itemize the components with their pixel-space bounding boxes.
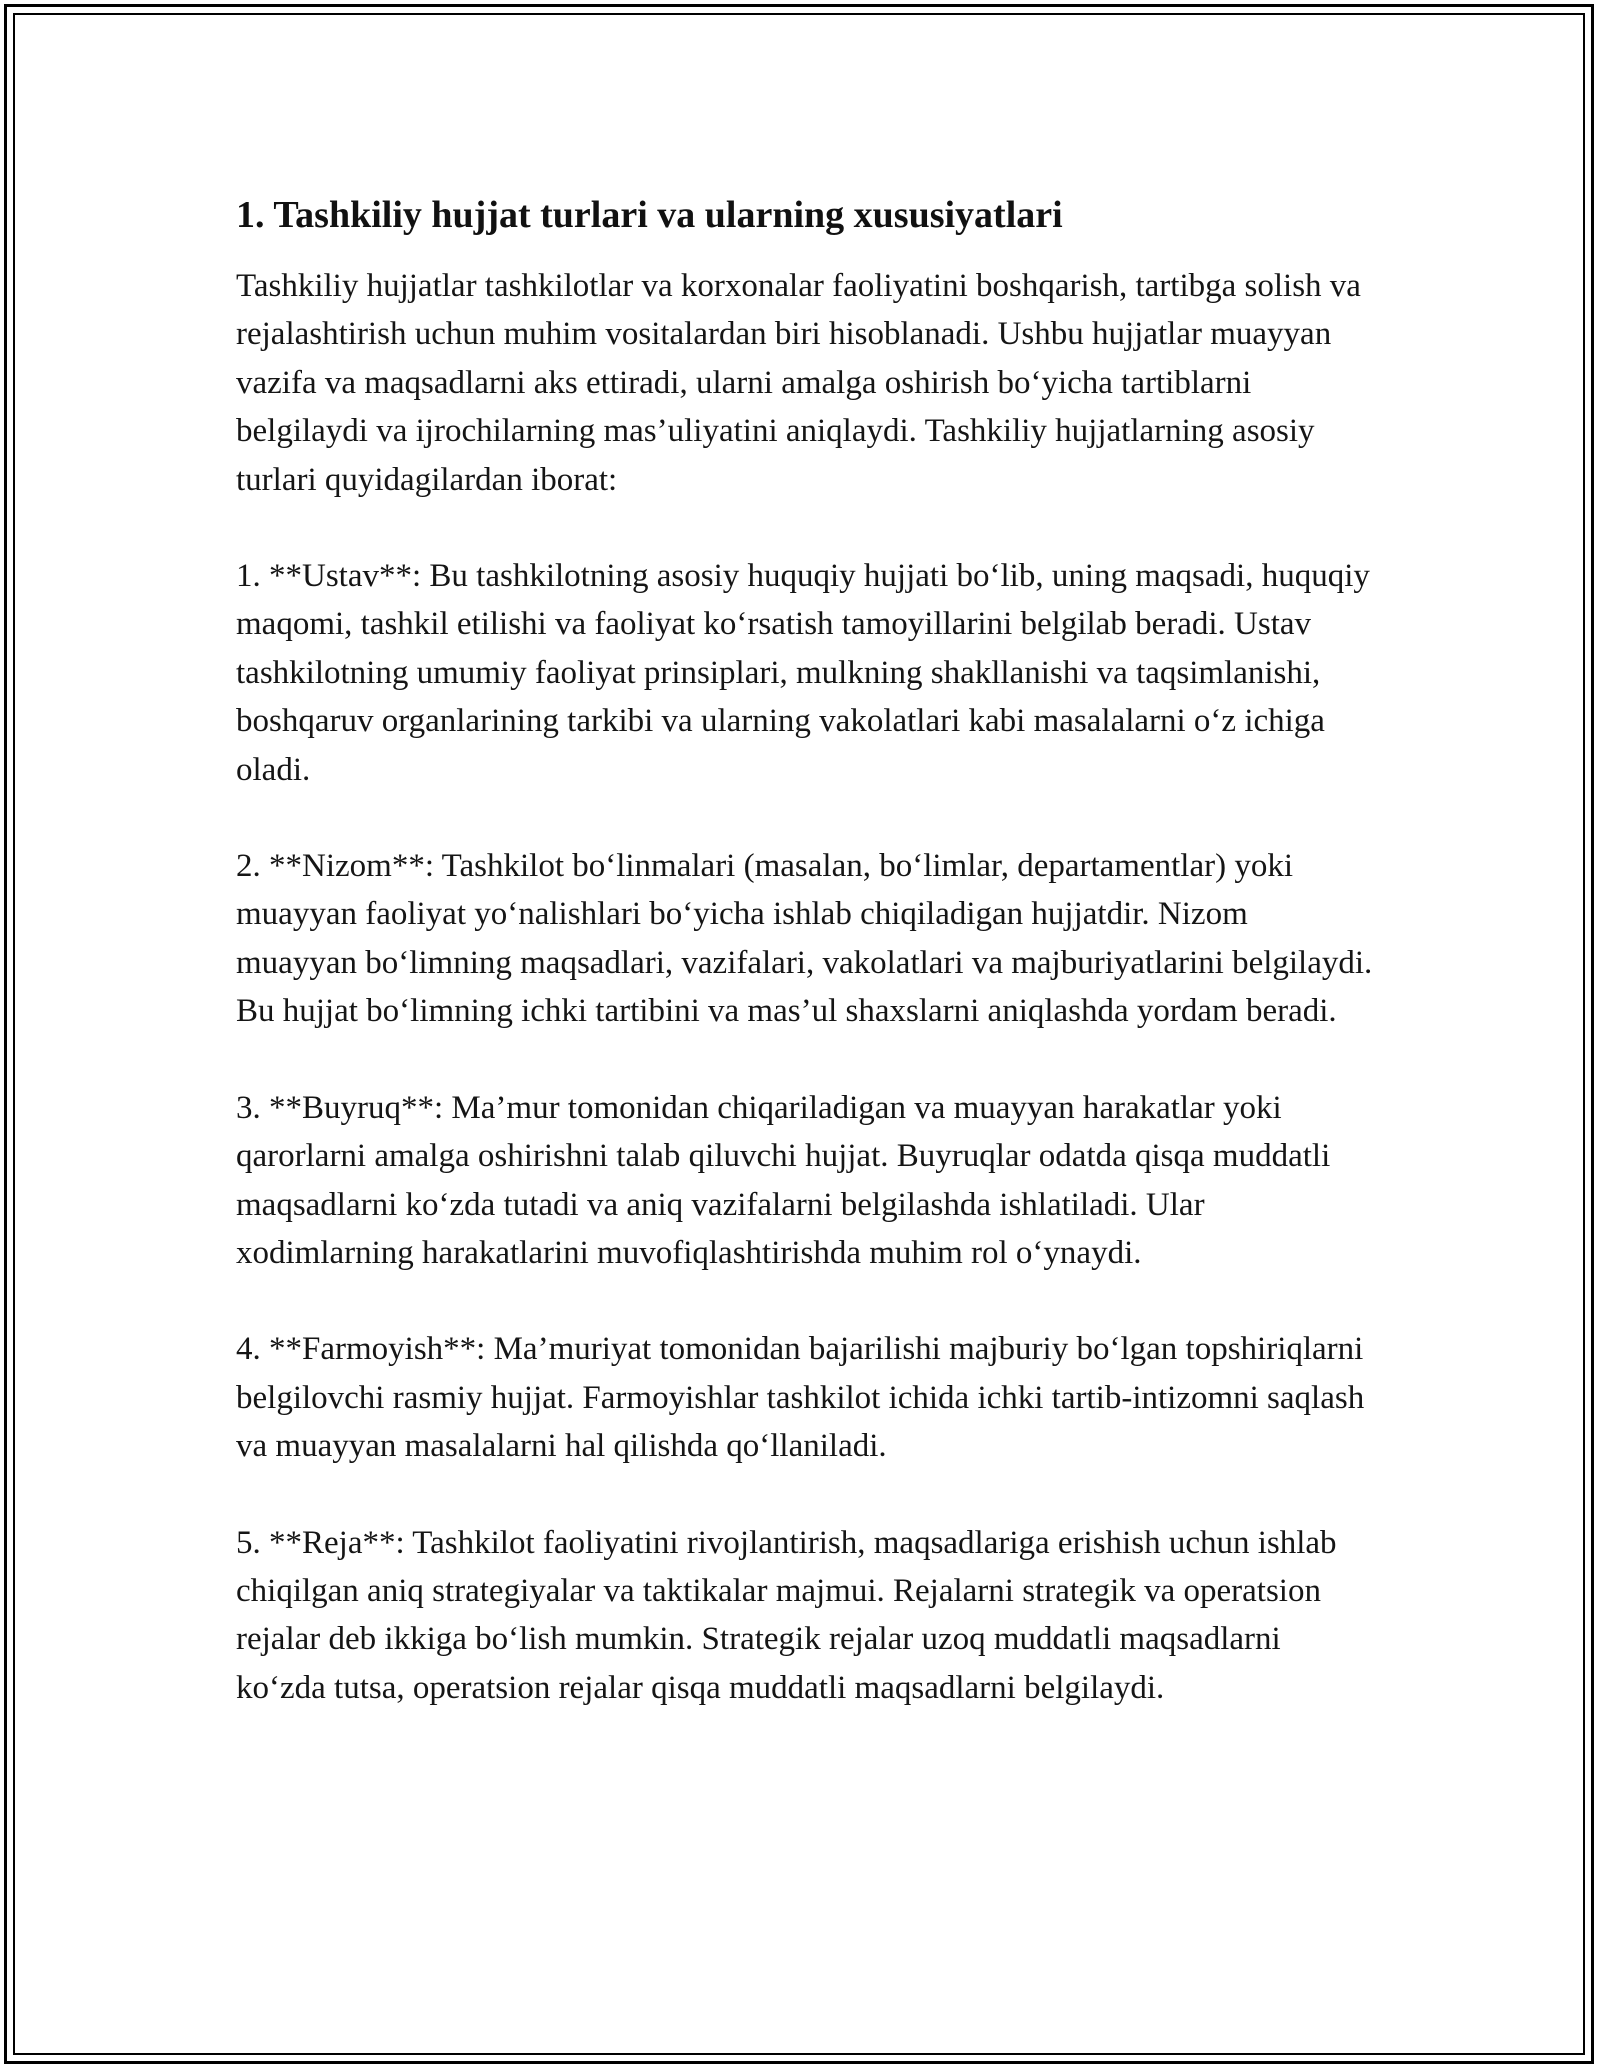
- list-item-buyruq: 3. **Buyruq**: Ma’mur tomonidan chiqariladigan va muayyan harakatlar yoki qarorlarni amalga oshirishni talab qiluvchi hujjat. Buyruqlar odatda qisqa muddatli maqsadlarni ko‘zda tutadi va aniq vazifalarni belgilashda ishlatiladi. Ular xodimlarning harakatlarini muvofiqlashtirishda muhim rol o‘ynaydi.: [236, 1089, 1331, 1271]
- list-item-reja: 5. **Reja**: Tashkilot faoliyatini rivojlantirish, maqsadlariga erishish uchun ishlab chiqilgan aniq strategiyalar va taktikalar majmui. Rejalarni strategik va operatsion rejalar deb ikkiga bo‘lish mumkin. Strategik rejalar uzoq muddatli maqsadlarni ko‘zda tutsa, operatsion rejalar qisqa muddatli maqsadlarni belgilaydi.: [236, 1524, 1337, 1706]
- list-item-ustav: 1. **Ustav**: Bu tashkilotning asosiy huquqiy hujjati bo‘lib, uning maqsadi, huquqiy maqomi, tashkil etilishi va faoliyat ko‘rsatish tamoyillarini belgilab beradi. Ustav tashkilotning umumiy faoliyat prinsiplari, mulkning shakllanishi va taqsimlanishi, boshqaruv organlarining tarkibi va ularning vakolatlari kabi masalalarni o‘z ichiga oladi.: [236, 558, 1370, 788]
- document-body: [236, 188, 1376, 1712]
- intro-paragraph: Tashkiliy hujjatlar tashkilotlar va korxonalar faoliyatini boshqarish, tartibga solish va rejalashtirish uchun muhim vositalardan biri hisoblanadi. Ushbu hujjatlar muayyan vazifa va maqsadlarni aks ettiradi, ularni amalga oshirish bo‘yicha tartiblarni belgilaydi va ijrochilarning mas’uliyatini aniqlaydi. Tashkiliy hujjatlarning asosiy turlari quyidagilardan iborat:: [236, 268, 1361, 498]
- list-item-nizom: 2. **Nizom**: Tashkilot bo‘linmalari (masalan, bo‘limlar, departamentlar) yoki muayyan faoliyat yo‘nalishlari bo‘yicha ishlab chiqiladigan hujjatdir. Nizom muayyan bo‘limning maqsadlari, vazifalari, vakolatlari va majburiyatlarini belgilaydi. Bu hujjat bo‘limning ichki tartibini va mas’ul shaxslarni aniqlashda yordam beradi.: [236, 848, 1373, 1030]
- list-item-farmoyish: 4. **Farmoyish**: Ma’muriyat tomonidan bajarilishi majburiy bo‘lgan topshiriqlarni belgilovchi rasmiy hujjat. Farmoyishlar tashkilot ichida ichki tartib-intizomni saqlash va muayyan masalalarni hal qilishda qo‘llaniladi.: [236, 1331, 1365, 1465]
- section-heading: 1. Tashkiliy hujjat turlari va ularning xususiyatlari: [236, 194, 1063, 236]
